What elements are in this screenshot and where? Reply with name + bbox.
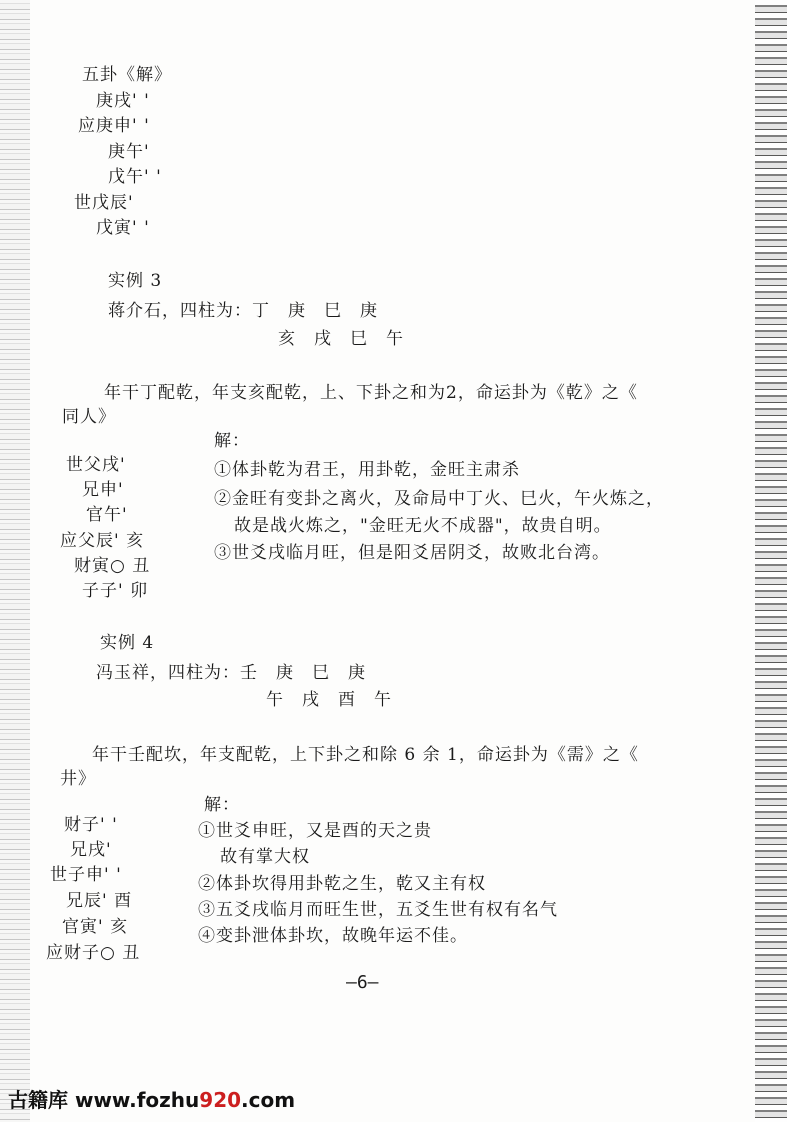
example-4-line-3: 世子申' ' [50,865,122,885]
site-url-number: 920 [199,1088,242,1112]
example-4-solution-label: 解： [204,795,240,815]
site-url-prefix: www.fozhu [74,1088,200,1112]
example-4-pillars-line-1: 冯玉祥，四柱为：壬 庚 巳 庚 [96,663,366,683]
hexagram-line-2: 应庚申' ' [78,116,150,136]
example-3-paragraph-line-2: 同人》 [62,407,116,427]
example-3-paragraph-line-1: 年干丁配乾，年支亥配乾，上、下卦之和为2，命运卦为《乾》之《 [104,383,638,403]
example-4-heading: 实例 4 [100,633,155,653]
example-4-line-5: 官寅' 亥 [62,917,129,937]
example-3-line-4: 应父辰' 亥 [60,531,145,551]
page-number: —6— [346,972,379,993]
example-3-solution-label: 解： [214,431,250,451]
example-3-note-2b: 故是战火炼之，"金旺无火不成器"，故贵自明。 [234,516,612,536]
site-name: 古籍库 [8,1088,68,1112]
example-3-line-1: 世父戌' [66,455,126,475]
example-4-note-1a: ①世爻申旺，又是酉的天之贵 [198,821,432,841]
example-4-note-1b: 故有掌大权 [220,847,310,867]
hexagram-line-4: 戊午' ' [108,167,162,187]
example-4-line-4: 兄辰' 酉 [66,891,133,911]
example-4-paragraph-line-2: 井》 [60,769,96,789]
example-3-line-5: 财寅○ 丑 [74,556,151,576]
hexagram-line-5: 世戊辰' [74,193,134,213]
example-3-note-1: ①体卦乾为君王，用卦乾，金旺主肃杀 [214,460,520,480]
example-3-note-2a: ②金旺有变卦之离火，及命局中丁火、巳火，午火炼之， [214,489,664,509]
scan-edge-right [755,0,787,1122]
site-watermark[interactable] [8,1084,295,1113]
hexagram-title-line: 五卦《解》 [82,65,172,85]
example-3-note-3: ③世爻戌临月旺，但是阳爻居阴爻，故败北台湾。 [214,543,610,563]
example-3-pillars-line-2: 亥 戌 巳 午 [278,329,404,349]
example-4-paragraph-line-1: 年干壬配坎，年支配乾，上下卦之和除 6 余 1，命运卦为《需》之《 [92,745,639,765]
example-3-line-3: 官午' [86,505,128,525]
example-3-line-2: 兄申' [82,480,124,500]
example-3-heading: 实例 3 [108,271,163,291]
example-4-note-2: ②体卦坎得用卦乾之生，乾又主有权 [198,874,486,894]
example-3-pillars-line-1: 蒋介石，四柱为：丁 庚 巳 庚 [108,301,378,321]
example-4-line-1: 财子' ' [64,815,118,835]
example-4-note-3: ③五爻戌临月而旺生世，五爻生世有权有名气 [198,900,558,920]
scan-edge-left [0,0,30,1122]
hexagram-line-1: 庚戌' ' [96,91,150,111]
example-4-line-2: 兄戌' [70,840,112,860]
hexagram-line-6: 戊寅' ' [96,218,150,238]
site-url-suffix: .com [241,1088,296,1112]
example-4-line-6: 应财子○ 丑 [46,943,141,963]
hexagram-line-3: 庚午' [108,142,150,162]
example-4-pillars-line-2: 午 戌 酉 午 [266,690,392,710]
example-3-line-6: 子子' 卯 [82,581,149,601]
example-4-note-4: ④变卦泄体卦坎，故晚年运不佳。 [198,926,468,946]
